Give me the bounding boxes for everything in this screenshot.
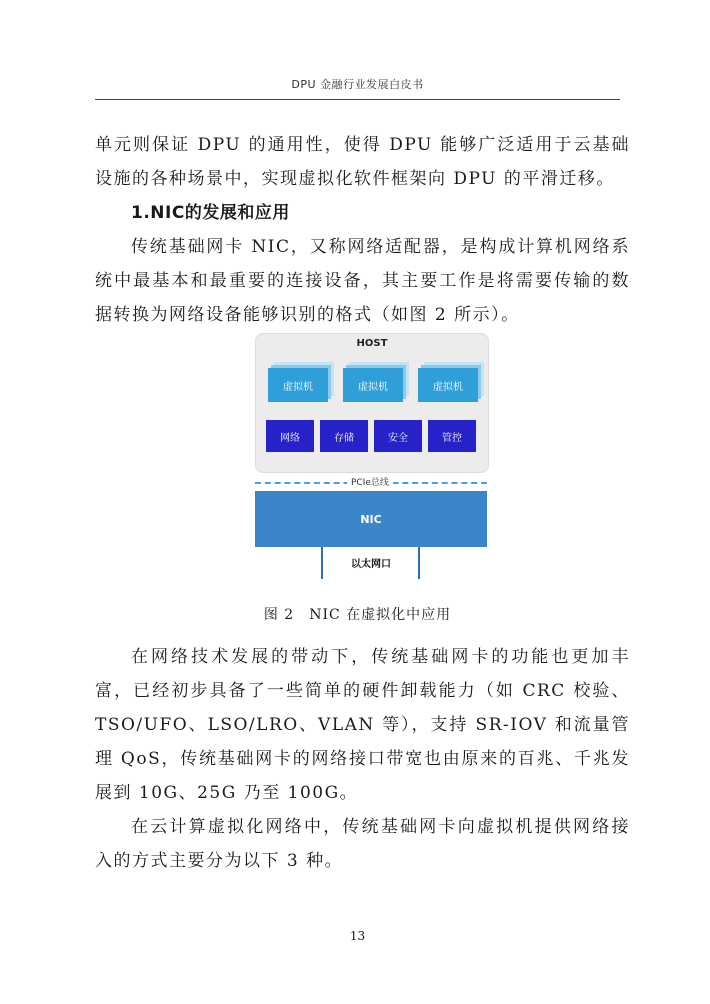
figure-caption: 图 2 NIC 在虚拟化中应用 [263, 607, 452, 623]
nic-virtualization-diagram [255, 333, 487, 581]
paragraph: 在网络技术发展的带动下，传统基础网卡的功能也更加丰富，已经初步具备了一些简单的硬件卸载能力（如 CRC 校验、TSO/UFO、LSO/LRO、VLAN 等），支持 SR-IOV 和流量管理 QoS，传统基础网卡的网络接口带宽也由原来的百兆、千兆发展到 10G、25G 乃至 100G。 [95, 647, 630, 803]
running-header: DPU 金融行业发展白皮书 [291, 78, 424, 91]
section-heading: 1.NIC的发展和应用 [131, 203, 290, 223]
pcie-bus-label: PCIe总线 [347, 475, 393, 488]
vm-box: 虚拟机 [343, 368, 403, 402]
paragraph: 传统基础网卡 NIC，又称网络适配器，是构成计算机网络系统中最基本和最重要的连接设备，其主要工作是将需要传输的数据转换为网络设备能够识别的格式（如图 2 所示）。 [95, 237, 630, 325]
function-box-network: 网络 [266, 420, 314, 452]
host-label: HOST [356, 338, 388, 349]
text-block-top [95, 128, 630, 332]
host-container [255, 333, 489, 473]
vm-box: 虚拟机 [418, 368, 478, 402]
text-block-bottom [95, 640, 630, 878]
function-box-security: 安全 [374, 420, 422, 452]
ethernet-port-label: 以太网口 [351, 559, 391, 570]
paragraph: 在云计算虚拟化网络中，传统基础网卡向虚拟机提供网络接入的方式主要分为以下 3 种。 [95, 817, 630, 871]
header-rule [95, 99, 620, 100]
page-number: 13 [349, 929, 366, 943]
paragraph: 单元则保证 DPU 的通用性，使得 DPU 能够广泛适用于云基础设施的各种场景中，实现虚拟化软件框架向 DPU 的平滑迁移。 [95, 135, 630, 189]
ethernet-line-right [418, 547, 420, 579]
nic-box: NIC [255, 491, 487, 547]
function-box-management: 管控 [428, 420, 476, 452]
vm-box: 虚拟机 [268, 368, 328, 402]
function-box-storage: 存储 [320, 420, 368, 452]
ethernet-line-left [321, 547, 323, 579]
